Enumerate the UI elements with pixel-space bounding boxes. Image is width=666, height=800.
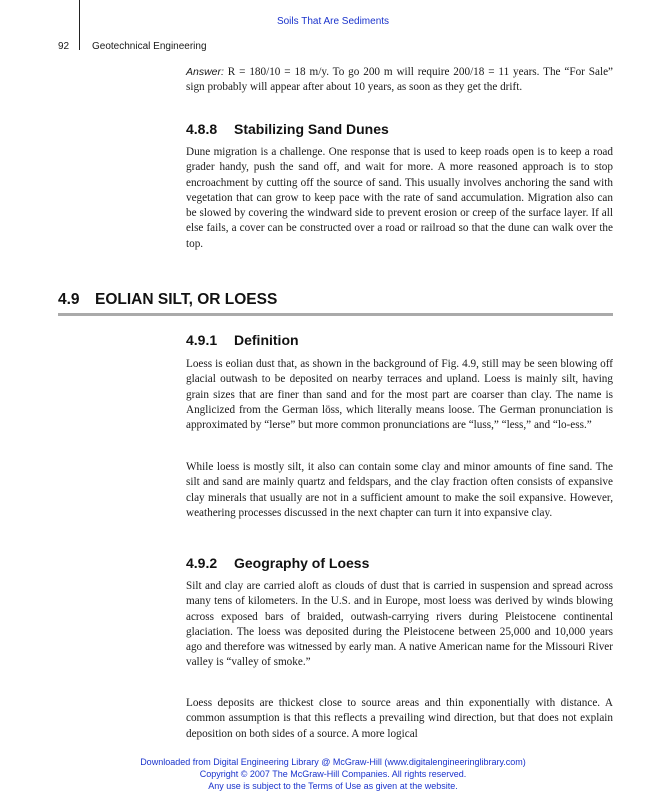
footer-terms-line: Any use is subject to the Terms of Use as given at the website. (208, 781, 458, 791)
answer-label: Answer: (186, 66, 224, 78)
section-heading-4-9-1 (186, 332, 299, 348)
section-number: 4.8.8 (186, 121, 218, 137)
paragraph-geography-2: Loess deposits are thickest close to source areas and thin exponentially with distance. A common assumption is that this reflects a prevailing wind direction, but that does not explain deposition on both sides of a source. A more logical (186, 697, 613, 740)
section-title: Geography of Loess (234, 555, 370, 571)
section-title: Stabilizing Sand Dunes (234, 121, 389, 137)
section-heading-4-9-2 (186, 555, 369, 571)
footer-download-line: Downloaded from Digital Engineering Library @ McGraw-Hill (www.digitalengineeringlibrary.com) (140, 757, 526, 767)
section-number: 4.9.2 (186, 555, 218, 571)
section-heading-4-9 (58, 291, 277, 309)
section-rule (58, 313, 613, 316)
section-title: Definition (234, 332, 299, 348)
header-divider (79, 0, 80, 50)
paragraph-geography-1: Silt and clay are carried aloft as clouds of dust that is carried in suspension and spread across many tens of kilometers. In the U.S. and in Europe, most loess was derived by winds blowing across exposed bars of braided, outwash-carrying rivers during Pleistocene continental glaciation. The loess was deposited during the Pleistocene between 25,000 and 10,000 years ago and therefore was witnessed by early man. A native American name for the Missouri River valley is “valley of smoke.” (186, 580, 613, 669)
paragraph-definition-1: Loess is eolian dust that, as shown in the background of Fig. 4.9, still may be seen blowing off glacial outwash to be deposited on nearby terraces and upland. Loess is mainly silt, having grain sizes that are finer than sand and for the most part are coarser than clay. The name is Anglicized from the German löss, which literally means loose. The German pronunciation is approximated by “lerse” but more common pronunciations are “luss,” “less,” and “lo-ess.” (186, 358, 613, 432)
section-heading-4-8-8 (186, 121, 389, 137)
paragraph-definition-2: While loess is mostly silt, it also can contain some clay and minor amounts of fine sand. The silt and sand are mainly quartz and feldspars, and the clay fraction often consists of expansive clay minerals that usually are not in a sufficient amount to make the soil expansive. However, weathering processes discussed in the next chapter can turn it into expansive clay. (186, 461, 613, 519)
footer-copyright-line: Copyright © 2007 The McGraw-Hill Companies. All rights reserved. (199, 769, 467, 779)
section-number: 4.9.1 (186, 332, 218, 348)
answer-paragraph (186, 65, 613, 96)
paragraph-stabilizing-dunes: Dune migration is a challenge. One response that is used to keep roads open is to keep a road grader handy, push the sand off, and wait for more. A more reasoned approach is to stop encroachment by cutting off the source of sand. This usually involves anchoring the sand with vegetation that can grow to keep pace with the rate of sand accumulation. Migration also can be slowed by covering the windward side to prevent erosion or creep of the surface layer. If all else fails, a cover can be constructed over a road or railroad so that the dune can walk over the top. (186, 146, 613, 250)
answer-text: R = 180/10 = 18 m/y. To go 200 m will require 200/18 = 11 years. The “For Sale” sign probably will appear after about 10 years, as soon as they get the drift. (186, 66, 613, 94)
page-number: 92 (58, 41, 70, 52)
book-title: Geotechnical Engineering (92, 41, 207, 52)
section-number: 4.9 (58, 291, 80, 308)
section-title: EOLIAN SILT, OR LOESS (95, 291, 278, 308)
running-head: Soils That Are Sediments (276, 16, 390, 27)
